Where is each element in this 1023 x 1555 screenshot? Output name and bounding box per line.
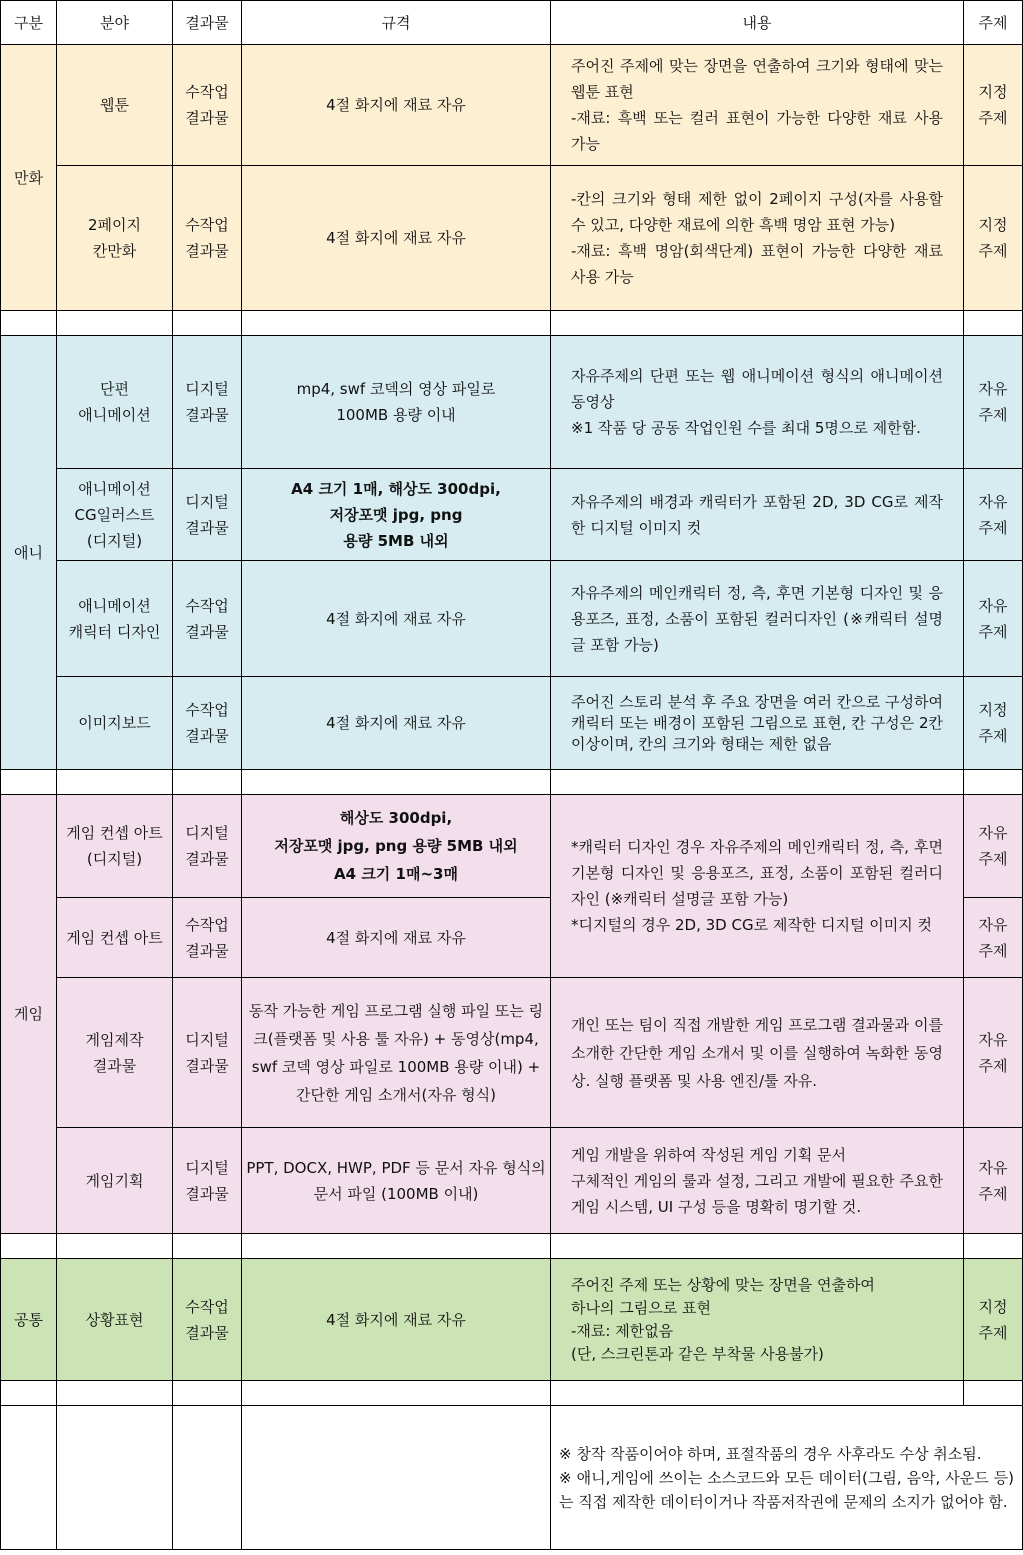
spec-cell: mp4, swf 코덱의 영상 파일로 100MB 용량 이내 (242, 336, 551, 469)
field-cell: 게임 컨셉 아트 (디지털) (57, 795, 173, 898)
spacer-row (1, 1381, 1023, 1406)
content-cell: 자유주제의 메인캐릭터 정, 측, 후면 기본형 디자인 및 응용포즈, 표정, 소품이 포함된 컬러디자인 (※캐릭터 설명글 포함 가능) (551, 561, 964, 677)
category-game: 게임 (1, 795, 57, 1234)
content-cell: 주어진 주제 또는 상황에 맞는 장면을 연출하여 하나의 그림으로 표현 -재료: 제한없음 (단, 스크린톤과 같은 부착물 사용불가) (551, 1259, 964, 1381)
spec-cell: 4절 화지에 재료 자유 (242, 166, 551, 311)
field-cell: 게임기획 (57, 1128, 173, 1234)
table-row (1, 795, 1023, 898)
result-cell: 수작업 결과물 (173, 561, 242, 677)
header-content: 내용 (551, 1, 964, 45)
spec-cell: A4 크기 1매, 해상도 300dpi, 저장포맷 jpg, png 용량 5MB 내외 (242, 469, 551, 561)
content-cell: 주어진 주제에 맞는 장면을 연출하여 크기와 형태에 맞는 웹툰 표현 -재료: 흑백 또는 컬러 표현이 가능한 다양한 재료 사용 가능 (551, 45, 964, 166)
topic-cell: 지정 주제 (964, 166, 1023, 311)
spacer-row (1, 1234, 1023, 1259)
notes-row (1, 1406, 1023, 1550)
content-cell: 주어진 스토리 분석 후 주요 장면을 여러 칸으로 구성하여 캐릭터 또는 배경이 포함된 그림으로 표현, 칸 구성은 2칸 이상이며, 칸의 크기와 형태는 제한 없음 (551, 677, 964, 770)
topic-cell: 자유 주제 (964, 795, 1023, 898)
result-cell: 수작업 결과물 (173, 1259, 242, 1381)
content-cell: 게임 개발을 위하여 작성된 게임 기획 문서 구체적인 게임의 룰과 설정, 그리고 개발에 필요한 주요한 게임 시스템, UI 구성 등을 명확히 명기할 것. (551, 1128, 964, 1234)
spacer-row (1, 770, 1023, 795)
table-row (1, 1259, 1023, 1381)
header-topic: 주제 (964, 1, 1023, 45)
topic-cell: 자유 주제 (964, 898, 1023, 978)
result-cell: 수작업 결과물 (173, 166, 242, 311)
content-cell: 자유주제의 단편 또는 웹 애니메이션 형식의 애니메이션 동영상 ※1 작품 당 공동 작업인원 수를 최대 5명으로 제한함. (551, 336, 964, 469)
field-cell: 2페이지 칸만화 (57, 166, 173, 311)
header-field: 분야 (57, 1, 173, 45)
spec-cell: 4절 화지에 재료 자유 (242, 561, 551, 677)
result-cell: 디지털 결과물 (173, 1128, 242, 1234)
topic-cell: 자유 주제 (964, 1128, 1023, 1234)
field-cell: 애니메이션 CG일러스트 (디지털) (57, 469, 173, 561)
table-row (1, 166, 1023, 311)
table-row (1, 45, 1023, 166)
spacer-row (1, 311, 1023, 336)
table-row (1, 1128, 1023, 1234)
spec-cell: 동작 가능한 게임 프로그램 실행 파일 또는 링크(플랫폼 및 사용 툴 자유) + 동영상(mp4, swf 코덱 영상 파일로 100MB 용량 이내) + 간단한 게임 소개서(자유 형식) (242, 978, 551, 1128)
result-cell: 디지털 결과물 (173, 795, 242, 898)
field-cell: 단편 애니메이션 (57, 336, 173, 469)
topic-cell: 자유 주제 (964, 469, 1023, 561)
field-cell: 애니메이션 캐릭터 디자인 (57, 561, 173, 677)
header-row (1, 1, 1023, 45)
spec-cell: 4절 화지에 재료 자유 (242, 898, 551, 978)
result-cell: 디지털 결과물 (173, 336, 242, 469)
field-cell: 상황표현 (57, 1259, 173, 1381)
table-row (1, 336, 1023, 469)
notes-cell: ※ 창작 작품이어야 하며, 표절작품의 경우 사후라도 수상 취소됨. ※ 애니,게임에 쓰이는 소스코드와 모든 데이터(그림, 음악, 사운드 등)는 직접 제작한 데이터이거나 작품저작권에 문제의 소지가 없어야 함. (551, 1406, 1023, 1550)
content-cell: 개인 또는 팀이 직접 개발한 게임 프로그램 결과물과 이를 소개한 간단한 게임 소개서 및 이를 실행하여 녹화한 동영상. 실행 플랫폼 및 사용 엔진/툴 자유. (551, 978, 964, 1128)
content-cell: *캐릭터 디자인 경우 자유주제의 메인캐릭터 정, 측, 후면 기본형 디자인 및 응용포즈, 표정, 소품이 포함된 컬러디자인 (※캐릭터 설명글 포함 가능) *디지털의 경우 2D, 3D CG로 제작한 디지털 이미지 컷 (551, 795, 964, 978)
topic-cell: 지정 주제 (964, 677, 1023, 770)
field-cell: 이미지보드 (57, 677, 173, 770)
header-result: 결과물 (173, 1, 242, 45)
header-category: 구분 (1, 1, 57, 45)
field-cell: 게임 컨셉 아트 (57, 898, 173, 978)
topic-cell: 자유 주제 (964, 978, 1023, 1128)
category-manhwa: 만화 (1, 45, 57, 311)
result-cell: 수작업 결과물 (173, 898, 242, 978)
table-row (1, 677, 1023, 770)
spec-cell: 4절 화지에 재료 자유 (242, 677, 551, 770)
topic-cell: 지정 주제 (964, 1259, 1023, 1381)
field-cell: 웹툰 (57, 45, 173, 166)
category-ani: 애니 (1, 336, 57, 770)
topic-cell: 지정 주제 (964, 45, 1023, 166)
field-cell: 게임제작 결과물 (57, 978, 173, 1128)
spec-cell: PPT, DOCX, HWP, PDF 등 문서 자유 형식의 문서 파일 (100MB 이내) (242, 1128, 551, 1234)
table-row (1, 561, 1023, 677)
category-common: 공통 (1, 1259, 57, 1381)
result-cell: 디지털 결과물 (173, 978, 242, 1128)
spec-cell: 해상도 300dpi, 저장포맷 jpg, png 용량 5MB 내외 A4 크기 1매~3매 (242, 795, 551, 898)
content-cell: 자유주제의 배경과 캐릭터가 포함된 2D, 3D CG로 제작한 디지털 이미지 컷 (551, 469, 964, 561)
result-cell: 수작업 결과물 (173, 677, 242, 770)
topic-cell: 자유 주제 (964, 336, 1023, 469)
result-cell: 디지털 결과물 (173, 469, 242, 561)
spec-cell: 4절 화지에 재료 자유 (242, 45, 551, 166)
header-spec: 규격 (242, 1, 551, 45)
table-row (1, 978, 1023, 1128)
content-cell: -칸의 크기와 형태 제한 없이 2페이지 구성(자를 사용할 수 있고, 다양한 재료에 의한 흑백 명암 표현 가능) -재료: 흑백 명암(회색단계) 표현이 가능한 다양한 재료 사용 가능 (551, 166, 964, 311)
spec-cell: 4절 화지에 재료 자유 (242, 1259, 551, 1381)
result-cell: 수작업 결과물 (173, 45, 242, 166)
topic-cell: 자유 주제 (964, 561, 1023, 677)
table-row (1, 469, 1023, 561)
